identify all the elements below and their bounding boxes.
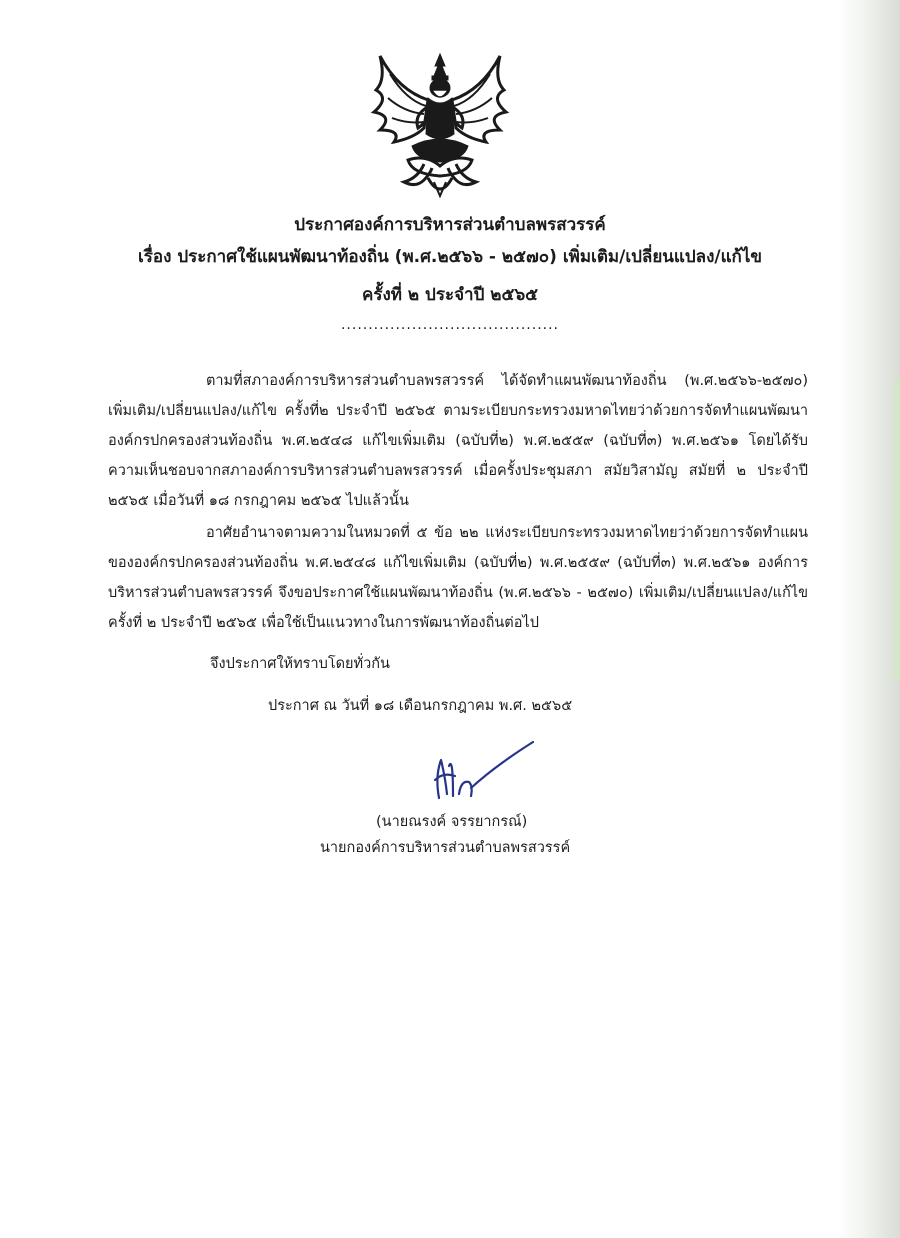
announcement-title: ประกาศองค์การบริหารส่วนตำบลพรสวรรค์: [294, 215, 606, 235]
paragraph-2: [108, 518, 808, 638]
separator-dots: ........................................: [340, 317, 559, 333]
paragraph-1-text: ตามที่สภาองค์การบริหารส่วนตำบลพรสวรรค์ ได้จัดทำแผนพัฒนาท้องถิ่น (พ.ศ.๒๕๖๖-๒๕๗๐) เพิ่มเติม/เปลี่ยนแปลง/แก้ไข ครั้งที่๒ ประจำปี ๒๕๖๕ ตามระเบียบกระทรวงมหาดไทยว่าด้วยการจัดทำแผนพัฒนาองค์กรปกครองส่วนท้องถิ่น พ.ศ.๒๕๔๘ แก้ไขเพิ่มเติม (ฉบับที่๒) พ.ศ.๒๕๕๙ (ฉบับที่๓) พ.ศ.๒๕๖๑ โดยได้รับความเห็นชอบจากสภาองค์การบริหารส่วนตำบลพรสวรรค์ เมื่อครั้งประชุมสภา สมัยวิสามัญ สมัยที่ ๒ ประจำปี ๒๕๖๕ เมื่อวันที่ ๑๘ กรกฎาคม ๒๕๖๕ ไปแล้วนั้น: [108, 373, 808, 509]
closing-text: จึงประกาศให้ทราบโดยทั่วกัน: [210, 656, 390, 672]
signatory-position: นายกองค์การบริหารส่วนตำบลพรสวรรค์: [320, 840, 571, 856]
handwritten-signature: [425, 736, 545, 806]
signatory-name: (นายณรงค์ จรรยากรณ์): [376, 814, 528, 830]
date-line: ประกาศ ณ วันที่ ๑๘ เดือนกรกฎาคม พ.ศ. ๒๕๖๕: [268, 698, 573, 714]
paragraph-2-text: อาศัยอำนาจตามความในหมวดที่ ๕ ข้อ ๒๒ แห่งระเบียบกระทรวงมหาดไทยว่าด้วยการจัดทำแผนขององค์กรปกครองส่วนท้องถิ่น พ.ศ.๒๕๔๘ แก้ไขเพิ่มเติม (ฉบับที่๒) พ.ศ.๒๕๕๙ (ฉบับที่๓) พ.ศ.๒๕๖๑ องค์การบริหารส่วนตำบลพรสวรรค์ จึงขอประกาศใช้แผนพัฒนาท้องถิ่น (พ.ศ.๒๕๖๖ - ๒๕๗๐) เพิ่มเติม/เปลี่ยนแปลง/แก้ไข ครั้งที่ ๒ ประจำปี ๒๕๖๕ เพื่อใช้เป็นแนวทางในการพัฒนาท้องถิ่นต่อไป: [108, 525, 808, 631]
announcement-subject: เรื่อง ประกาศใช้แผนพัฒนาท้องถิ่น (พ.ศ.๒๕๖๖ - ๒๕๗๐) เพิ่มเติม/เปลี่ยนแปลง/แก้ไข: [137, 247, 763, 267]
paragraph-1: [108, 366, 808, 516]
page-edge-shadow: [890, 380, 900, 680]
announcement-subject-line2: ครั้งที่ ๒ ประจำปี ๒๕๖๕: [361, 285, 539, 305]
garuda-emblem-icon: [368, 50, 512, 200]
